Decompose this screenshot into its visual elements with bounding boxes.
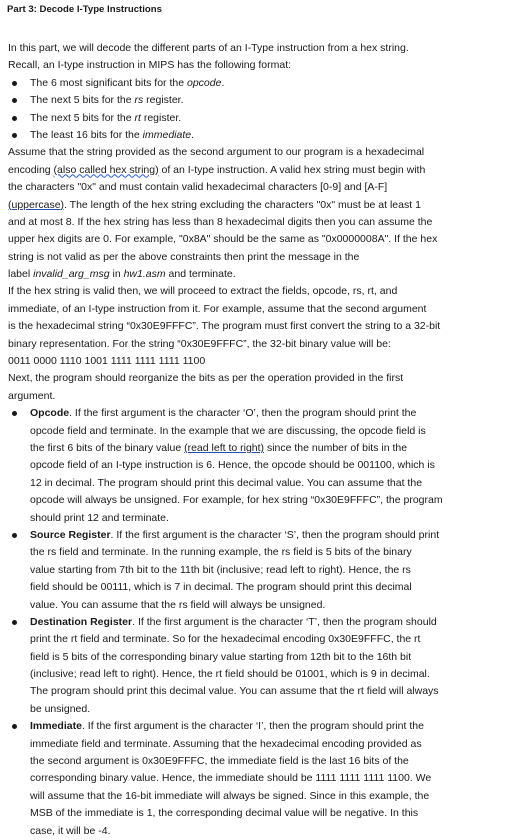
binary-value: 0011 0000 1110 1001 1111 1111 1111 1100 — [8, 355, 206, 368]
bullet-icon — [12, 411, 17, 416]
list-item-opcode: Opcode. If the first argument is the character ‘O’, then the program should print the opcode field and terminate. In the example that we are discussing, the opcode field is the first 6 bits of the binary value (read left to right) since the number of bits in the opcode field of an I-type instruction is 6. Hence, the opcode should be 001100, which is 12 in decimal. The program should print this decimal value. You can assume that the opcode will always be unsigned. For example, for hex string “0x30E9FFFC”, the program should print 12 and terminate. — [8, 405, 522, 527]
bullet-icon — [12, 116, 17, 121]
list-item-rs: Source Register. If the first argument is the character ‘S’, then the program should print the rs field and terminate. In the running example, the rs field is 5 bits of the binary value starting from 7th bit to the 11th bit (inclusive; read left to right). Hence, the rs field should be 00111, which is 7 in decimal. The program should print this decimal value. You can assume that the rs field will always be unsigned. — [8, 527, 522, 614]
document-body — [8, 40, 522, 840]
list-item: The next 5 bits for the rt register. — [8, 110, 522, 127]
format-list — [8, 75, 522, 145]
intro-line: In this part, we will decode the different parts of an I-Type instruction from a hex string. — [8, 42, 409, 54]
bullet-icon — [12, 620, 17, 625]
intro-line: Recall, an I-type instruction in MIPS has the following format: — [8, 59, 292, 72]
list-item: The 6 most significant bits for the opcode. — [8, 75, 522, 92]
list-item: The next 5 bits for the rs register. — [8, 92, 522, 109]
list-item-rt: Destination Register. If the first argument is the character ‘T’, then the program should print the rt field and terminate. So for the hexadecimal encoding 0x30E9FFFC, the rt field is 5 bits of the corresponding binary value starting from 12th bit to the 16th bit (inclusive; read left to right). Hence, the rt field should be 01001, which is 9 in decimal. The program should print this decimal value. You can assume that the rt field will always be unsigned. — [8, 614, 522, 718]
validity-paragraph: Assume that the string provided as the second argument to our program is a hexadecimal encoding (also called hex string) of an I-type instruction. A valid hex string must begin with the characters "0x" and must contain valid hexadecimal characters [0-9] and [A-F] (uppercase). The length of the hex string excluding the characters "0x" must be at least 1 and at most 8. If the hex string has less than 8 hexadecimal digits then you can assume the upper hex digits are 0. For example, "0x8A" should be the same as "0x0000008A". If the hex string is not valid as per the above constraints then print the message in the label invalid_arg_msg in hw1.asm and terminate. — [8, 146, 438, 281]
list-item-immediate: Immediate. If the first argument is the character ‘I’, then the program should print the immediate field and terminate. Assuming that the hexadecimal encoding provided as the second argument is 0x30E9FFFC, the immediate field is the last 16 bits of the corresponding binary value. Hence, the immediate should be 1111 1111 1111 1100. We will assume that the 16-bit immediate will always be signed. Since in this example, the MSB of the immediate is 1, the corresponding decimal value will be negative. In this case, it will be -4. — [8, 718, 522, 840]
bullet-icon — [12, 98, 17, 103]
list-item: The least 16 bits for the immediate. — [8, 127, 522, 144]
bullet-icon — [12, 133, 17, 138]
section-title: Part 3: Decode I-Type Instructions — [7, 4, 162, 15]
bullet-icon — [12, 724, 17, 729]
extraction-paragraph: If the hex string is valid then, we will proceed to extract the fields, opcode, rs, rt, and immediate, of an I-type instruction from it. For example, assume that the second argument is the hexadecimal string “0x30E9FFFC”. The program must first convert the string to a 32-bit binary representation. For the string “0x30E9FFFC”, the 32-bit binary value will be: 0011 0000 1110 1001 1111 1111 1111 1100 Next, the program should reorganize the bits as per the operation provided in the first argument. — [8, 283, 522, 405]
bullet-icon — [12, 533, 17, 538]
bullet-icon — [12, 81, 17, 86]
operations-list — [8, 405, 522, 840]
